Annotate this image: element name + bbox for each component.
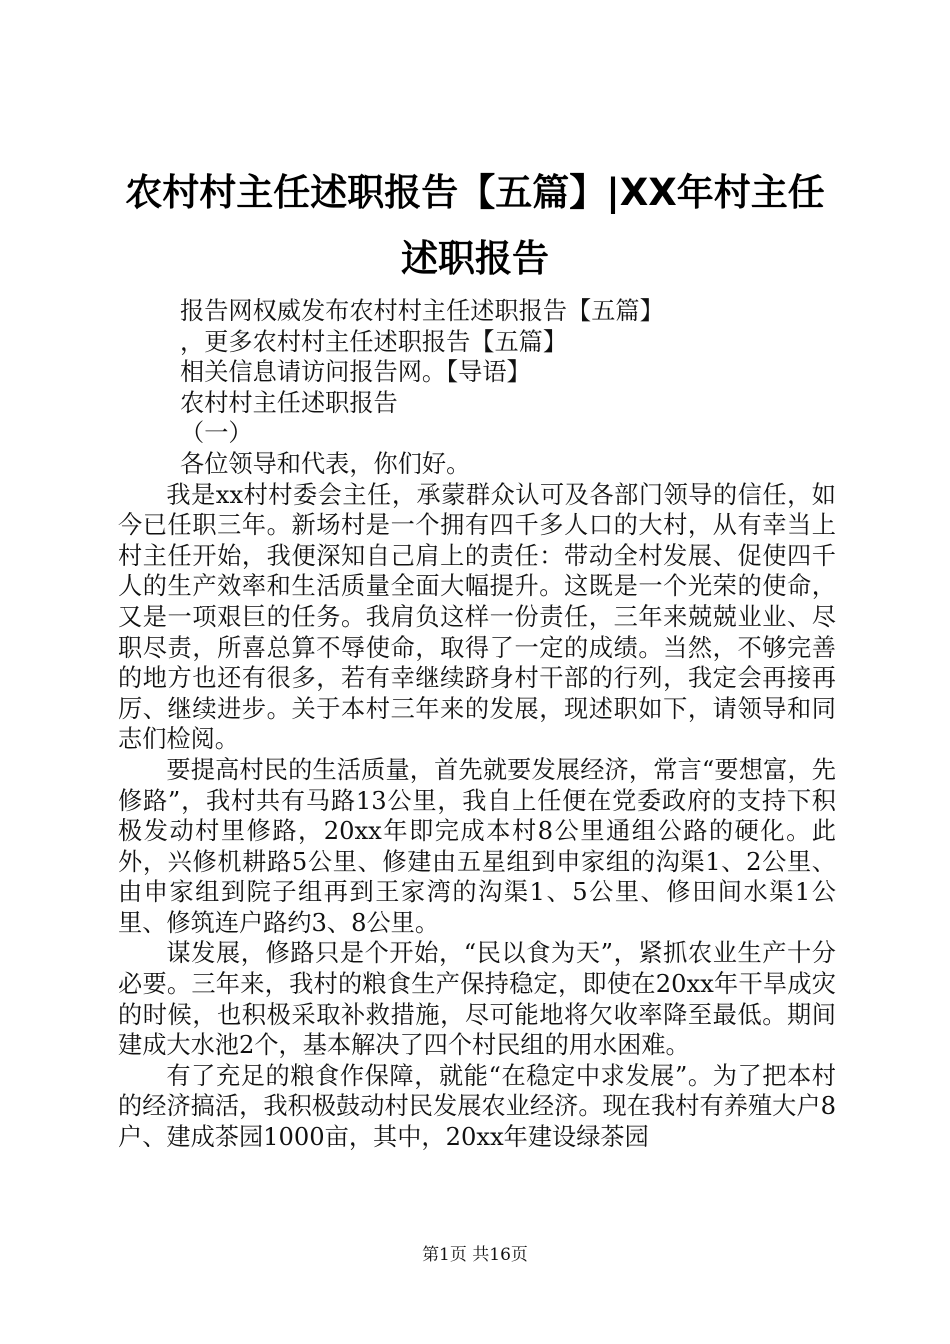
body-paragraph: 我是xx村村委会主任，承蒙群众认可及各部门领导的信任，如今已任职三年。新场村是一个拥有四千多人口的大村，从有幸当上村主任开始，我便深知自己肩上的责任：带动全村发展、促使四千人的生产效率和生活质量全面大幅提升。这既是一个光荣的使命，又是一项艰巨的任务。我肩负这样一份责任，三年来兢兢业业、尽职尽责，所喜总算不辱使命，取得了一定的成绩。当然，不够完善的地方也还有很多，若有幸继续跻身村干部的行列，我定会再接再厉、继续进步。关于本村三年来的发展，现述职如下，请领导和同志们检阅。 xyxy=(118,480,836,754)
body-paragraph: 有了充足的粮食作保障，就能“在稳定中求发展”。为了把本村的经济搞活，我积极鼓动村民发展农业经济。现在我村有养殖大户8户、建成茶园1000亩，其中，20xx年建设绿茶园 xyxy=(118,1061,836,1152)
greeting-line: 各位领导和代表，你们好。 xyxy=(180,449,471,478)
intro-line: 报告网权威发布农村村主任述职报告【五篇】 xyxy=(180,297,664,325)
section-number: （一） xyxy=(180,419,253,448)
intro-line: 农村村主任述职报告 xyxy=(180,388,398,417)
body-paragraph: 谋发展，修路只是个开始，“民以食为天”，紧抓农业生产十分必要。三年来，我村的粮食生产保持稳定，即使在20xx年干旱成灾的时候，也积极采取补救措施，尽可能地将欠收率降至最低。期间建成大水池2个，基本解决了四个村民组的用水困难。 xyxy=(118,939,836,1060)
document-body xyxy=(118,296,836,1153)
document-title: 农村村主任述职报告【五篇】|XX年村主任述职报告 xyxy=(125,171,825,280)
intro-line: ，更多农村村主任述职报告【五篇】 xyxy=(180,327,568,356)
body-paragraph: 要提高村民的生活质量，首先就要发展经济，常言“要想富，先修路”，我村共有马路13公里，我自上任便在党委政府的支持下积极发动村里修路，20xx年即完成本村8公里通组公路的硬化。此外，兴修机耕路5公里、修建由五星组到申家组的沟渠1、2公里、由申家组到院子组再到王家湾的沟渠1、5公里、修田间水渠1公里、修筑连户路约3、8公里。 xyxy=(118,755,836,937)
page-footer: 第1页 共16页 xyxy=(422,1245,528,1265)
intro-line: 相关信息请访问报告网。【导语】 xyxy=(180,358,531,387)
